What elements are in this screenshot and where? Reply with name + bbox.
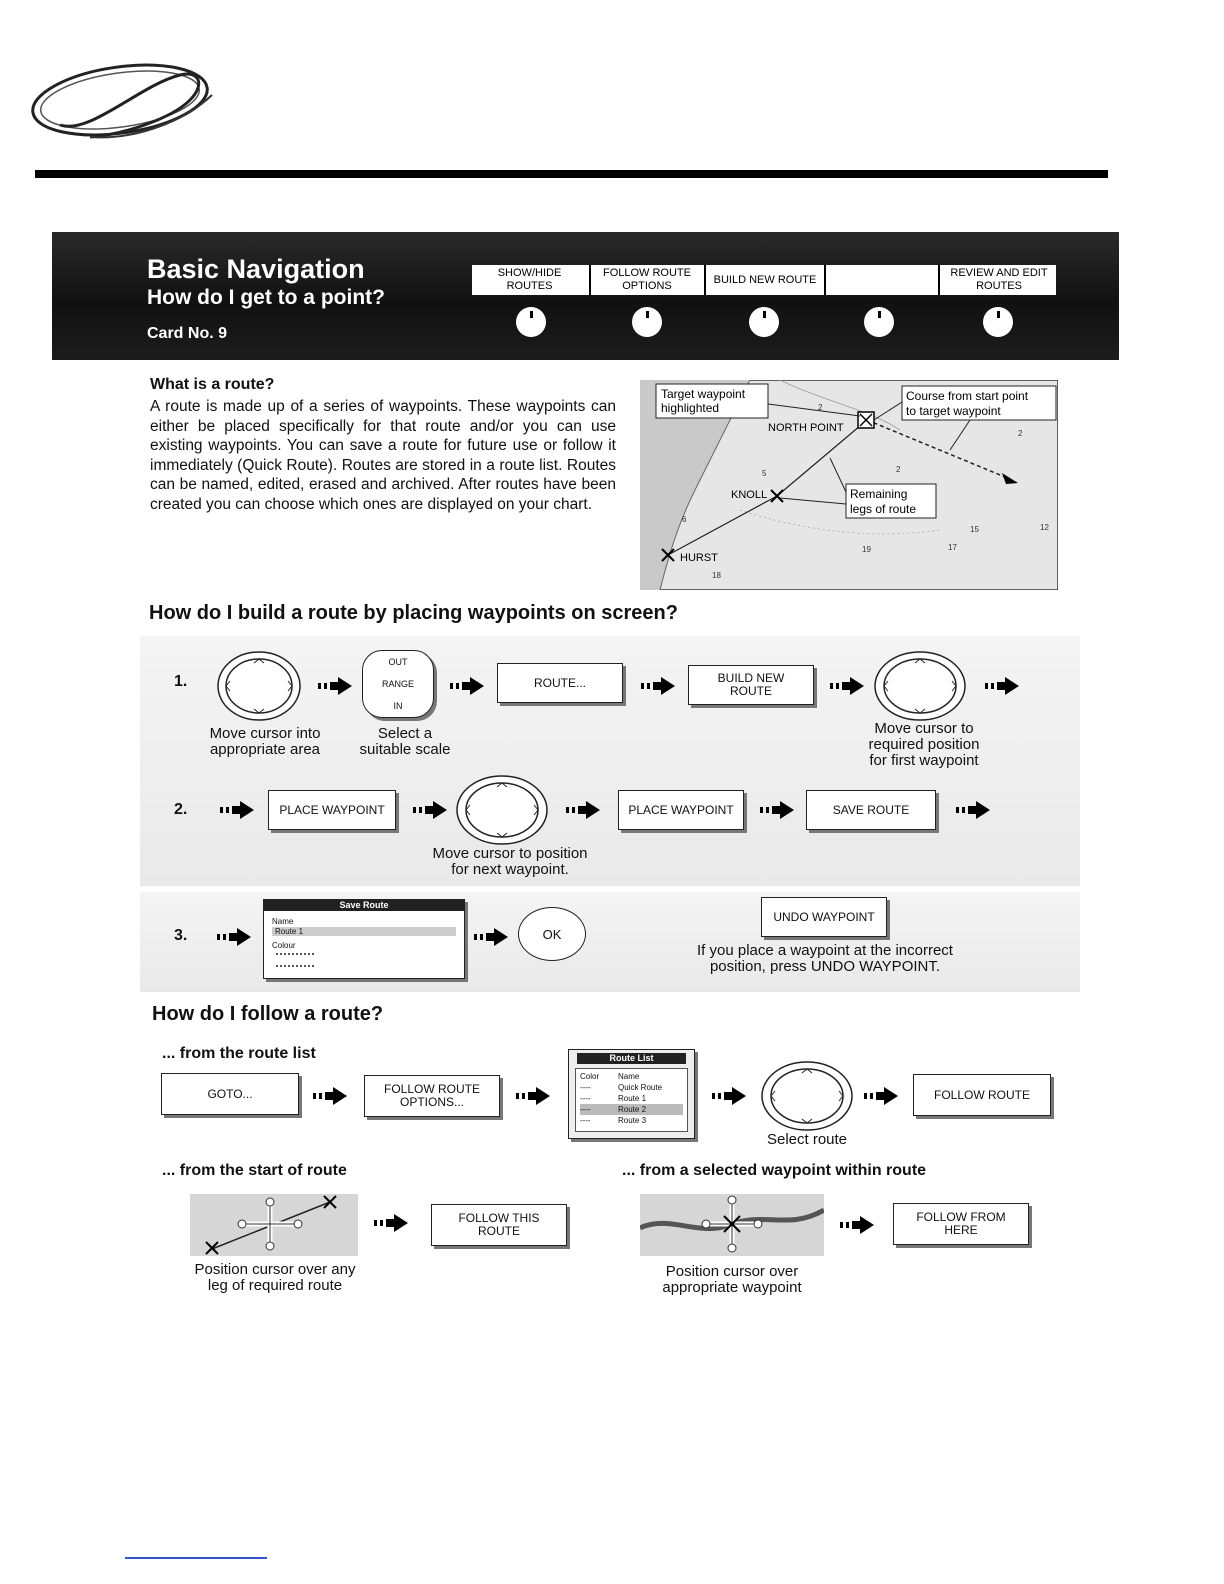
softkey-label: ROUTES	[976, 280, 1022, 292]
softkey-follow-route-options[interactable]	[589, 265, 703, 295]
goto-button[interactable]: GOTO...	[161, 1073, 299, 1115]
softkey-knob-5[interactable]	[983, 307, 1013, 337]
step-number-3: 3.	[174, 927, 188, 944]
softkey-knob-1[interactable]	[516, 307, 546, 337]
arrow-right-icon	[566, 801, 600, 819]
arrow-right-icon	[641, 677, 675, 695]
arrow-right-icon	[220, 801, 254, 819]
caption-scale: Select a suitable scale	[359, 725, 451, 758]
callout-target-line1: Target waypoint	[661, 387, 746, 401]
range-out-label: OUT	[388, 657, 408, 667]
route-chart-diagram	[640, 380, 1058, 590]
cursor-pad-icon[interactable]	[216, 650, 302, 722]
arrow-right-icon	[318, 677, 352, 695]
from-start-heading: ... from the start of route	[162, 1162, 347, 1179]
svg-text:6: 6	[682, 515, 687, 524]
place-waypoint-button[interactable]: PLACE WAYPOINT	[268, 790, 396, 830]
card-number: Card No. 9	[147, 325, 228, 342]
caption-next-waypoint: Move cursor to position for next waypoint.	[432, 845, 588, 878]
softkey-knob-4[interactable]	[864, 307, 894, 337]
softkey-label: REVIEW AND EDIT	[950, 267, 1048, 279]
step-number-2: 2.	[174, 801, 188, 818]
svg-text:2: 2	[1018, 429, 1023, 438]
build-route-heading: How do I build a route by placing waypoints on screen?	[149, 602, 678, 624]
arrow-right-icon	[985, 677, 1019, 695]
route-list-item[interactable]: ---- Route 3	[580, 1116, 647, 1125]
arrow-right-icon	[374, 1214, 408, 1232]
card-banner	[52, 232, 1119, 360]
svg-text:12: 12	[1040, 523, 1049, 532]
place-waypoint-button[interactable]: PLACE WAYPOINT	[618, 790, 744, 830]
waypoint-cursor-diagram	[640, 1194, 824, 1256]
callout-course-line1: Course from start point	[906, 389, 1029, 403]
softkey-show-hide-routes[interactable]	[472, 265, 587, 295]
intro-text: A route is made up of a series of waypoints. These waypoints can either be placed specifically for that route and/or you can use existing waypoints. You can save a route for future use or follow it immediately (Quick Route). Routes are stored in a route list. Routes can be named, edited, erased and archived. After routes have been created you can choose which ones are displayed on your chart.	[150, 398, 616, 513]
svg-text:18: 18	[712, 571, 721, 580]
softkey-knob-2[interactable]	[632, 307, 662, 337]
range-label: RANGE	[381, 679, 414, 689]
route-leg-cursor-diagram	[190, 1194, 358, 1256]
from-list-heading: ... from the route list	[162, 1045, 316, 1062]
softkey-label: SHOW/HIDE	[497, 267, 562, 279]
softkey-label: BUILD NEW ROUTE	[713, 273, 817, 286]
waypoint-north-point: NORTH POINT	[768, 422, 844, 434]
svg-text:2: 2	[818, 403, 823, 412]
save-route-dialog-title: Save Route	[264, 900, 464, 911]
callout-course-line2: to target waypoint	[906, 404, 1001, 418]
ok-button[interactable]: OK	[518, 907, 586, 961]
arrow-right-icon	[516, 1087, 550, 1105]
arrow-right-icon	[840, 1216, 874, 1234]
svg-text:2: 2	[896, 465, 901, 474]
route-list-dialog	[568, 1049, 695, 1139]
route-list-item[interactable]: ---- Quick Route	[580, 1083, 663, 1092]
softkey-bar	[472, 265, 1056, 295]
brand-logo	[30, 55, 220, 145]
callout-legs-line2: legs of route	[850, 502, 917, 516]
arrow-right-icon	[956, 801, 990, 819]
cursor-pad-icon[interactable]	[873, 650, 967, 722]
header-rule	[35, 170, 1108, 178]
undo-waypoint-button[interactable]: UNDO WAYPOINT	[761, 897, 887, 937]
svg-text:15: 15	[970, 525, 979, 534]
caption-route-leg: Position cursor over any leg of required route	[194, 1261, 356, 1294]
from-waypoint-heading: ... from a selected waypoint within route	[622, 1162, 927, 1179]
arrow-right-icon	[712, 1087, 746, 1105]
route-list-header: Color Name	[580, 1072, 640, 1081]
range-in-label: IN	[393, 701, 403, 711]
route-list-title: Route List	[577, 1053, 686, 1064]
route-list-item-selected[interactable]: ---- Route 2	[580, 1104, 683, 1115]
arrow-right-icon	[474, 928, 508, 946]
callout-legs-line1: Remaining	[850, 487, 908, 501]
arrow-right-icon	[450, 677, 484, 695]
caption-waypoint: Position cursor over appropriate waypoint	[662, 1263, 802, 1296]
colour-label: Colour	[272, 941, 296, 950]
route-button[interactable]: ROUTE...	[497, 663, 623, 703]
banner-title: Basic Navigation	[147, 254, 365, 284]
range-key[interactable]	[362, 650, 434, 718]
follow-route-button[interactable]: FOLLOW ROUTE	[913, 1074, 1051, 1116]
arrow-right-icon	[864, 1087, 898, 1105]
caption-select-route: Select route	[766, 1131, 848, 1148]
softkey-label: ROUTES	[506, 280, 553, 292]
save-route-button[interactable]: SAVE ROUTE	[806, 790, 936, 830]
banner-subtitle: How do I get to a point?	[147, 286, 385, 309]
softkey-label: OPTIONS	[622, 280, 672, 292]
arrow-right-icon	[413, 801, 447, 819]
save-route-dialog	[263, 899, 465, 979]
follow-this-route-button[interactable]: FOLLOW THIS ROUTE	[431, 1204, 567, 1246]
softkey-build-new-route[interactable]	[704, 265, 826, 295]
follow-route-options-button[interactable]: FOLLOW ROUTE OPTIONS...	[364, 1075, 500, 1117]
arrow-right-icon	[313, 1087, 347, 1105]
step-number-1: 1.	[174, 673, 188, 690]
svg-text:5: 5	[762, 469, 767, 478]
caption-undo: If you place a waypoint at the incorrect position, press UNDO WAYPOINT.	[697, 942, 953, 975]
colour-selector[interactable]	[276, 953, 314, 967]
arrow-right-icon	[830, 677, 864, 695]
route-list-item[interactable]: ---- Route 1	[580, 1094, 647, 1103]
softkey-knob-3[interactable]	[749, 307, 779, 337]
route-name-field[interactable]: Route 1	[272, 927, 456, 936]
intro-title: What is a route?	[150, 376, 275, 393]
arrow-right-icon	[760, 801, 794, 819]
arrow-right-icon	[217, 928, 251, 946]
waypoint-hurst: HURST	[680, 552, 718, 564]
softkey-blank[interactable]	[824, 265, 938, 295]
softkey-review-edit-routes[interactable]	[938, 265, 1058, 295]
caption-move-cursor: Move cursor into appropriate area	[209, 725, 321, 758]
footer-link-underline[interactable]	[125, 1557, 267, 1559]
caption-first-waypoint: Move cursor to required position for first waypoint	[868, 720, 980, 769]
softkey-label: FOLLOW ROUTE	[602, 267, 691, 279]
svg-text:17: 17	[948, 543, 957, 552]
follow-from-here-button[interactable]: FOLLOW FROM HERE	[893, 1203, 1029, 1245]
callout-target-line2: highlighted	[661, 401, 720, 415]
waypoint-knoll: KNOLL	[731, 489, 768, 501]
follow-route-heading: How do I follow a route?	[152, 1003, 384, 1025]
build-new-route-button[interactable]: BUILD NEW ROUTE	[688, 665, 814, 705]
svg-text:19: 19	[862, 545, 871, 554]
cursor-pad-icon[interactable]	[455, 774, 549, 846]
cursor-pad-icon[interactable]	[760, 1060, 854, 1132]
name-label: Name	[272, 917, 294, 926]
